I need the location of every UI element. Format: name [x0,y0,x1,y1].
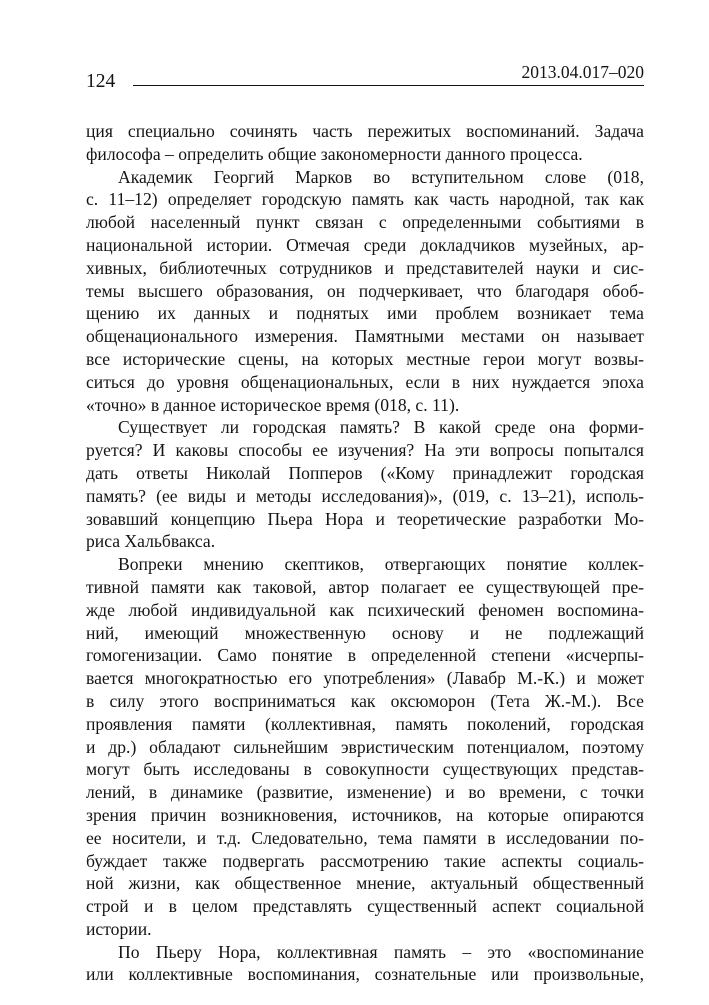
text-line: Вопреки мнению скептиков, отвергающих понятие коллек- [118,554,644,575]
page-number: 124 [86,71,116,92]
text-line: любой населенный пункт связан с определенными событиями в [86,212,644,233]
text-line: лений, в динамике (развитие, изменение) и во времени, с точки [86,782,644,803]
text-line: буждает также подвергать рассмотрению такие аспекты социаль- [86,850,644,871]
text-line: память? (ее виды и методы исследования)», (019, с. 13–21), исполь- [86,485,644,506]
text-line: дать ответы Николай Попперов («Кому принадлежит городская [86,462,644,483]
text-line: вается многократностью его употребления» (Лавабр М.-К.) и может [86,668,644,689]
text-line: зрения причин возникновения, источников, на которые опираются [86,804,644,825]
text-line: строй и в целом представлять существенный аспект социальной [86,896,644,917]
header-rule [133,85,644,86]
text-line: философа – определить общие закономерности данного процесса. [86,143,583,164]
text-line: в силу этого восприниматься как оксюморон (Тета Ж.-М.). Все [86,690,644,711]
text-line: ной жизни, как общественное мнение, актуальный общественный [86,873,644,894]
text-line: гомогенизации. Само понятие в определенной степени «исчерпы- [86,645,644,666]
text-line: «точно» в данное историческое время (018, с. 11). [86,394,460,415]
body-text [86,120,644,986]
text-line: ция специально сочинять часть пережитых воспоминаний. Задача [86,121,644,141]
text-line: общенационального измерения. Памятными местами он называет [86,326,644,347]
text-line: жде любой индивидуальной как психический феномен воспомина- [86,599,644,620]
text-line: зовавший концепцию Пьера Нора и теоретические разработки Мо- [86,508,644,529]
text-line: могут быть исследованы в совокупности существующих представ- [86,759,644,780]
text-line: ее носители, и т.д. Следовательно, тема памяти в исследовании по- [86,827,644,848]
text-line: руется? И каковы способы ее изучения? На эти вопросы попытался [86,440,644,461]
text-line: Академик Георгий Марков во вступительном слове (018, [118,166,644,187]
text-line: хивных, библиотечных сотрудников и представителей науки и сис- [86,257,644,278]
header-code: 2013.04.017–020 [521,62,644,82]
text-line: истории. [86,918,152,939]
text-line: По Пьеру Нора, коллективная память – это «воспоминание [118,941,644,962]
text-line: с. 11–12) определяет городскую память как часть народной, так как [86,189,644,210]
text-line: тивной памяти как таковой, автор полагает ее существующей пре- [86,576,644,597]
text-line: Существует ли городская память? В какой среде она форми- [118,417,644,438]
text-line: риса Хальбвакса. [86,531,216,552]
text-line: ситься до уровня общенациональных, если в них нуждается эпоха [86,371,644,392]
text-line: щению их данных и поднятых ими проблем возникает тема [86,303,644,324]
text-line: или коллективные воспоминания, сознательные или произвольные, [86,964,644,985]
text-line: национальной истории. Отмечая среди докладчиков музейных, ар- [86,234,644,255]
text-line: и др.) обладают сильнейшим эвристическим потенциалом, поэтому [86,736,644,757]
text-line: темы высшего образования, он подчеркивает, что благодаря обоб- [86,280,644,301]
text-line: все исторические сцены, на которых местные герои могут возвы- [86,348,644,369]
text-line: ний, имеющий множественную основу и не подлежащий [86,622,644,643]
text-line: проявления памяти (коллективная, память поколений, городская [86,713,644,734]
